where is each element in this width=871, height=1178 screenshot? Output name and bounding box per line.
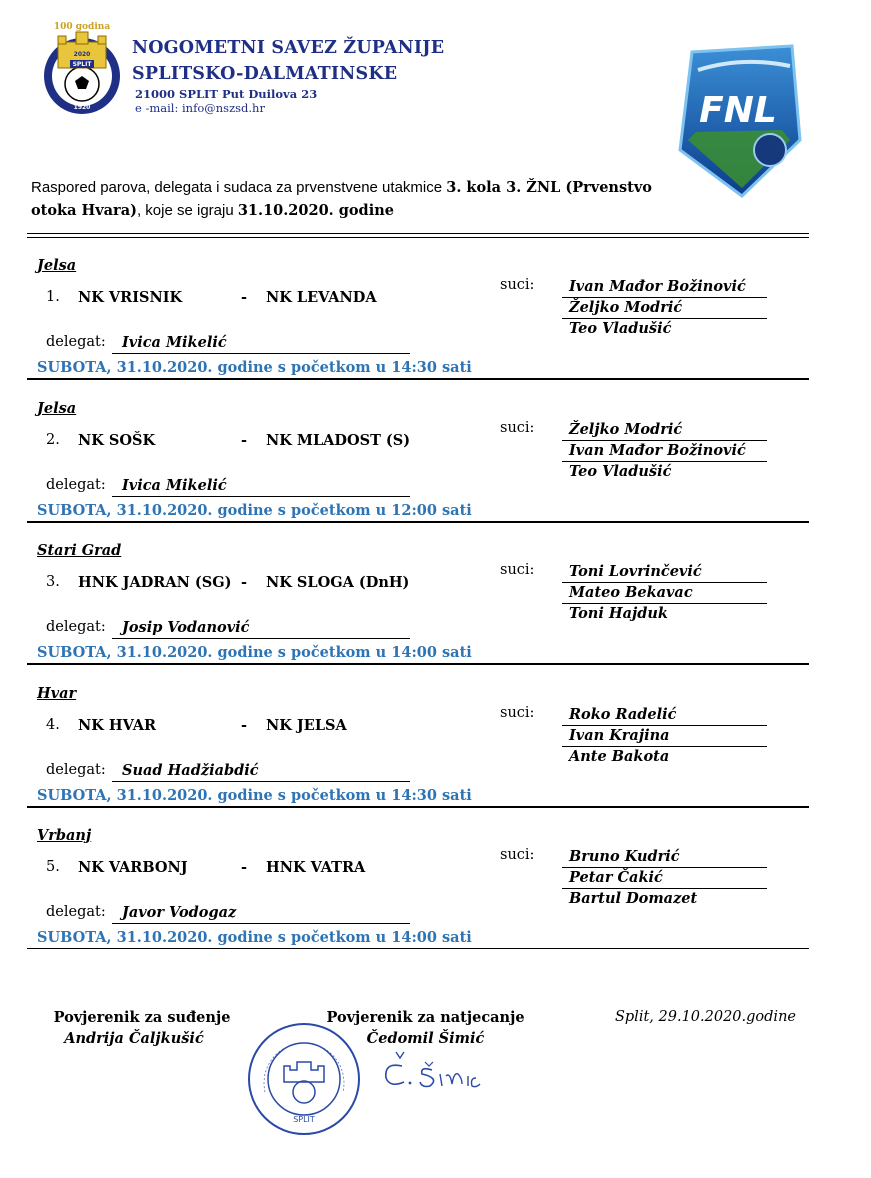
org-name-line2: SPLITSKO-DALMATINSKE xyxy=(132,64,398,84)
delegate-name: Ivica Mikelić xyxy=(112,477,410,497)
referee-name: Bruno Kudrić xyxy=(562,847,767,868)
referee-name: Ivan Mađor Božinović xyxy=(562,277,767,298)
away-team: HNK VATRA xyxy=(266,859,366,876)
delegate-name: Ivica Mikelić xyxy=(112,334,410,354)
referees-label: suci: xyxy=(500,420,535,436)
fnl-logo xyxy=(672,40,806,200)
delegate-name: Josip Vodanović xyxy=(112,619,410,639)
match-schedule: SUBOTA, 31.10.2020. godine s početkom u 12:00 sati xyxy=(37,502,472,519)
home-team: NK SOŠK xyxy=(78,432,156,449)
fnl-logo-text: FNL xyxy=(699,90,777,131)
competition-commissioner-title: Povjerenik za natjecanje xyxy=(326,1009,525,1026)
match-venue: Stari Grad xyxy=(37,542,122,559)
vs-dash: - xyxy=(241,574,248,591)
referee-name: Bartul Domazet xyxy=(569,890,698,907)
referee-name: Petar Čakić xyxy=(562,868,767,889)
svg-text:100 godina: 100 godina xyxy=(53,22,111,32)
intro-round: 3. kola 3. ŽNL (Prvenstvo otoka Hvara) xyxy=(31,179,652,219)
away-team: NK LEVANDA xyxy=(266,289,377,306)
referee-name: Mateo Bekavac xyxy=(562,583,767,604)
competition-commissioner-name: Čedomil Šimić xyxy=(366,1030,485,1047)
match-number: 2. xyxy=(46,432,60,448)
referee-name: Ivan Krajina xyxy=(562,726,767,747)
delegate-label: delegat: xyxy=(46,762,106,778)
referee-name: Roko Radelić xyxy=(562,705,767,726)
away-team: NK SLOGA (DnH) xyxy=(266,574,410,591)
delegate-label: delegat: xyxy=(46,477,106,493)
vs-dash: - xyxy=(241,289,248,306)
match-divider xyxy=(27,378,809,380)
delegate-name: Javor Vodogaz xyxy=(112,904,410,924)
referee-name: Željko Modrić xyxy=(562,420,767,441)
match-schedule: SUBOTA, 31.10.2020. godine s početkom u 14:00 sati xyxy=(37,644,472,661)
delegate-label: delegat: xyxy=(46,619,106,635)
referee-commissioner-name: Andrija Čaljkušić xyxy=(64,1030,204,1047)
match-divider xyxy=(27,948,809,949)
match-schedule: SUBOTA, 31.10.2020. godine s početkom u 14:00 sati xyxy=(37,929,472,946)
match-venue: Vrbanj xyxy=(37,827,92,844)
referee-name: Teo Vladušić xyxy=(569,320,672,337)
away-team: NK MLADOST (S) xyxy=(266,432,411,449)
referees-label: suci: xyxy=(500,705,535,721)
referee-commissioner-title: Povjerenik za suđenje xyxy=(53,1009,231,1026)
vs-dash: - xyxy=(241,859,248,876)
match-number: 3. xyxy=(46,574,60,590)
intro-date: 31.10.2020. godine xyxy=(237,202,394,219)
delegate-label: delegat: xyxy=(46,904,106,920)
home-team: NK VARBONJ xyxy=(78,859,188,876)
match-number: 4. xyxy=(46,717,60,733)
home-team: NK HVAR xyxy=(78,717,157,734)
svg-text:1920: 1920 xyxy=(73,104,91,111)
referee-name: Željko Modrić xyxy=(562,298,767,319)
association-logo xyxy=(38,18,126,118)
intro-paragraph: Raspored parova, delegata i sudaca za prvenstvene utakmice 3. kola 3. ŽNL (Prvenstvo otoka Hvara), koje se igraju 31.10.2020. godine xyxy=(31,179,652,219)
header-divider xyxy=(27,233,809,238)
match-venue: Jelsa xyxy=(37,400,77,417)
match-schedule: SUBOTA, 31.10.2020. godine s početkom u 14:30 sati xyxy=(37,787,472,804)
org-email: e -mail: info@nszsd.hr xyxy=(135,101,265,115)
place-date: Split, 29.10.2020.godine xyxy=(614,1009,796,1025)
org-address: 21000 SPLIT Put Duilova 23 xyxy=(135,87,318,101)
org-name-line1: NOGOMETNI SAVEZ ŽUPANIJE xyxy=(132,38,445,58)
match-schedule: SUBOTA, 31.10.2020. godine s početkom u 14:30 sati xyxy=(37,359,472,376)
match-divider xyxy=(27,806,809,808)
match-divider xyxy=(27,663,809,665)
signature xyxy=(380,1048,490,1093)
referee-name: Ante Bakota xyxy=(569,748,670,765)
match-number: 1. xyxy=(46,289,60,305)
svg-text:2020: 2020 xyxy=(73,51,91,58)
svg-text:SPLIT: SPLIT xyxy=(72,61,92,68)
referees-label: suci: xyxy=(500,562,535,578)
official-stamp xyxy=(245,1020,363,1138)
svg-text:SPLIT: SPLIT xyxy=(293,1115,315,1124)
home-team: NK VRISNIK xyxy=(78,289,183,306)
match-divider xyxy=(27,521,809,523)
referee-name: Toni Hajduk xyxy=(569,605,668,622)
delegate-label: delegat: xyxy=(46,334,106,350)
match-venue: Jelsa xyxy=(37,257,77,274)
referees-label: suci: xyxy=(500,847,535,863)
home-team: HNK JADRAN (SG) xyxy=(78,574,232,591)
referee-name: Toni Lovrinčević xyxy=(562,562,767,583)
referee-name: Teo Vladušić xyxy=(569,463,672,480)
match-number: 5. xyxy=(46,859,60,875)
referees-label: suci: xyxy=(500,277,535,293)
away-team: NK JELSA xyxy=(266,717,347,734)
delegate-name: Suad Hadžiabdić xyxy=(112,762,410,782)
match-venue: Hvar xyxy=(37,685,77,702)
vs-dash: - xyxy=(241,432,248,449)
vs-dash: - xyxy=(241,717,248,734)
referee-name: Ivan Mađor Božinović xyxy=(562,441,767,462)
